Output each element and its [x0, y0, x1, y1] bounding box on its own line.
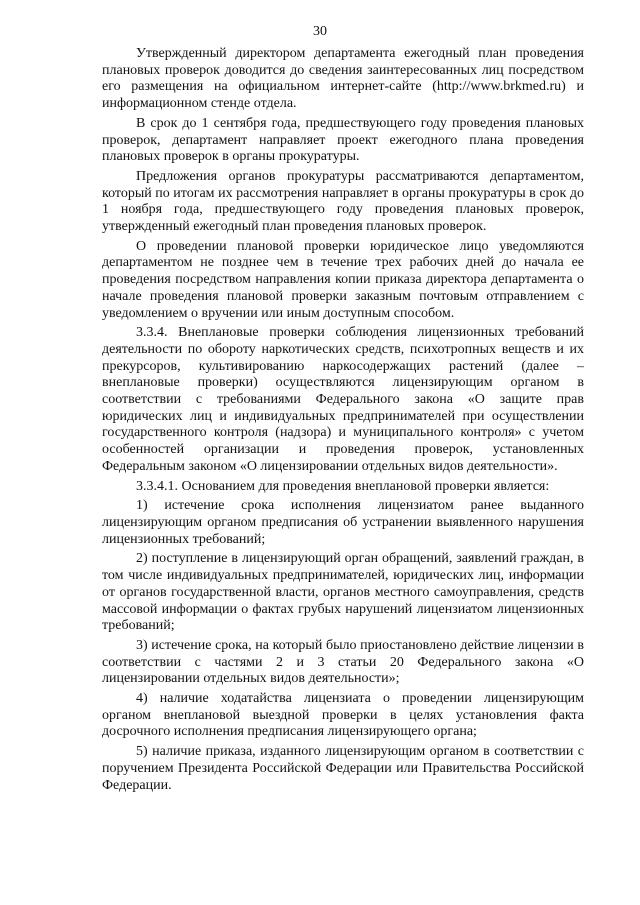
list-item-ground-3: 3) истечение срока, на который было приостановлено действие лицензии в соответствии с частями 2 и 3 статьи 20 Федерального закона «О лицензировании отдельных видов деятельности»; [102, 637, 584, 687]
paragraph-draft-plan-deadline: В срок до 1 сентября года, предшествующего году проведения плановых проверок, департамент направляет проект ежегодного плана проведения плановых проверок в органы прокуратуры. [102, 115, 584, 165]
list-item-ground-5: 5) наличие приказа, изданного лицензирующим органом в соответствии с поручением Президента Российской Федерации или Правительства Российской Федерации. [102, 744, 584, 793]
paragraph-unscheduled-inspections: 3.3.4. Внеплановые проверки соблюдения лицензионных требований деятельности по обороту наркотических средств, психотропных веществ и их прекурсоров, культивированию наркосодержащих растений (далее – внеплановые проверки) осуществляются лицензирующим органом в соответствии с требованиями Федерального закона «О защите прав юридических лиц и индивидуальных предпринимателей при осуществлении государственного контроля (надзора) и муниципального контроля» с учетом особенностей организации и проведения проверок, установленных Федеральным законом «О лицензировании отдельных видов деятельности». [102, 325, 584, 474]
list-item-ground-1: 1) истечение срока исполнения лицензиатом ранее выданного лицензирующим органом предписания об устранении выявленного нарушения лицензионных требований; [102, 498, 584, 547]
paragraph-inspection-notice: О проведении плановой проверки юридическое лицо уведомляются департаментом не позднее чем в течение трех рабочих дней до начала ее проведения посредством направления копии приказа директора департамента о начале проведения плановой проверки заказным почтовым отправлением с уведомлением о вручении или иным доступным способом. [102, 238, 584, 321]
list-item-ground-4: 4) наличие ходатайства лицензиата о проведении лицензирующим органом внеплановой выездной проверки в целях установления факта досрочного исполнения предписания лицензирующего органа; [102, 691, 584, 740]
list-item-ground-2: 2) поступление в лицензирующий орган обращений, заявлений граждан, в том числе индивидуальных предпринимателей, юридических лиц, информации от органов государственной власти, органов местного самоуправления, средств массовой информации о фактах грубых нарушений лицензиатом лицензионных требований; [102, 551, 584, 634]
paragraph-prosecutor-proposals: Предложения органов прокуратуры рассматриваются департаментом, который по итогам их рассмотрения направляет в органы прокуратуры в срок до 1 ноября года, предшествующего году проведения плановых проверок, утвержденный ежегодный план проведения плановых проверок. [102, 168, 584, 235]
page-number: 30 [313, 24, 327, 39]
document-body [102, 46, 584, 794]
paragraph-grounds-heading: 3.3.4.1. Основанием для проведения внеплановой проверки является: [136, 478, 550, 494]
paragraph-plan-publication: Утвержденный директором департамента ежегодный план проведения плановых проверок доводится до сведения заинтересованных лиц посредством его размещения на официальном интернет-сайте (http://www.brkmed.ru) и информационном стенде отдела. [102, 46, 584, 112]
